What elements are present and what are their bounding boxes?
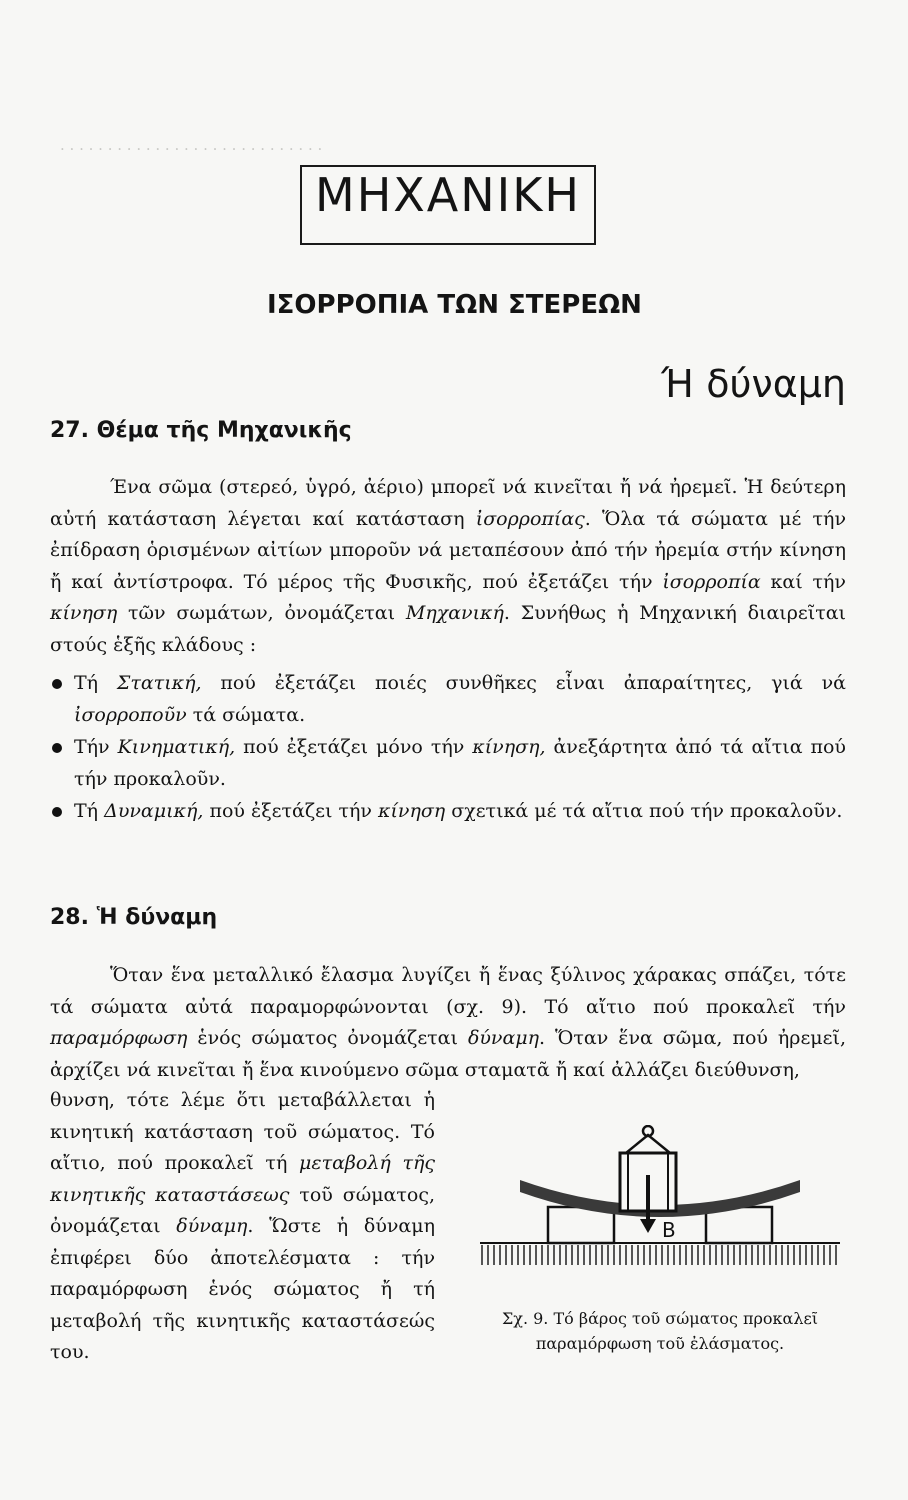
weight-top	[626, 1135, 670, 1153]
bullet-icon	[52, 679, 62, 689]
section-27-heading: 27. Θέμα τῆς Μηχανικῆς	[50, 418, 352, 443]
chapter-title: Ή δύναμη	[661, 362, 846, 406]
mechanics-branches-list	[50, 668, 846, 829]
page-subtitle: ΙΣΟΡΡΟΠΙΑ ΤΩΝ ΣΤΕΡΕΩΝ	[267, 290, 642, 320]
figure-caption: Σχ. 9. Τό βάρος τοῦ σώματος προκαλεῖ παραμόρφωση τοῦ ἐλάσματος.	[501, 1309, 819, 1353]
ground-hatching	[482, 1245, 836, 1265]
bleed-through-text: · · · · · · · · · · · · · · · · · · · · · · · · · · · ·	[60, 140, 323, 158]
bullet-icon	[52, 743, 62, 753]
section-28-paragraph-narrow: θυνση, τότε λέμε ὅτι μεταβάλλεται ἡ κινητική κατάσταση τοῦ σώματος. Τό αἴτιο, πού προκαλεῖ τή μεταβολή τῆς κινητικῆς καταστάσεως τοῦ σώματος, ὀνομάζεται δύναμη. Ὥστε ἡ δύναμη ἐπιφέρει δύο ἀποτελέσματα : τήν παραμόρφωση ἑνός σώματος ἤ τή μεταβολή τῆς κινητικῆς καταστάσεώς του.	[50, 1089, 436, 1363]
section-28-heading: 28. Ἡ δύναμη	[50, 905, 218, 930]
force-arrow-head	[640, 1219, 656, 1233]
list-item: Τήν Κινηματική, πού ἐξετάζει μόνο τήν κίνηση, ἀνεξάρτητα ἀπό τά αἴτια πού τήν προκαλοῦν.	[50, 732, 846, 795]
list-item: Τή Δυναμική, πού ἐξετάζει τήν κίνηση σχετικά μέ τά αἴτια πού τήν προκαλοῦν.	[50, 796, 846, 828]
section-28-paragraph-top: Ὅταν ἕνα μεταλλικό ἔλασμα λυγίζει ἤ ἕνας ξύλινος χάρακας σπάζει, τότε τά σώματα αὐτά παραμορφώνονται (σχ. 9). Τό αἴτιο πού προκαλεῖ τήν παραμόρφωση ἑνός σώματος ὀνομάζεται δύναμη. Ὅταν ἕνα σῶμα, πού ἠρεμεῖ, ἀρχίζει νά κινεῖται ἤ ἕνα κινούμενο σῶμα σταματᾶ ἤ καί ἀλλάζει διεύθυνση,	[50, 964, 846, 1081]
bent-plate-figure	[470, 1125, 850, 1285]
page-title: ΜΗΧΑΝΙΚΗ	[315, 168, 581, 222]
force-label: B	[662, 1218, 676, 1242]
section-27-paragraph: Ένα σῶμα (στερεό, ὑγρό, ἀέριο) μπορεῖ νά κινεῖται ἤ νά ἠρεμεῖ. Ἡ δεύτερη αὐτή κατάσταση λέγεται καί κατάσταση ἰσορροπίας. Ὅλα τά σώματα μέ τήν ἐπίδραση ὁρισμένων αἰτίων μποροῦν νά μεταπέσουν ἀπό τήν ἠρεμία στήν κίνηση ἤ καί ἀντίστροφα. Τό μέρος τῆς Φυσικῆς, πού ἐξετάζει τήν ἰσορροπία καί τήν κίνηση τῶν σωμάτων, ὀνομάζεται Μηχανική. Συνήθως ἡ Μηχανική διαιρεῖται στούς ἑξῆς κλάδους :	[50, 476, 846, 656]
bullet-icon	[52, 807, 62, 817]
list-item: Τή Στατική, πού ἐξετάζει ποιές συνθῆκες εἶναι ἀπαραίτητες, γιά νά ἰσορροποῦν τά σώματα.	[50, 668, 846, 731]
